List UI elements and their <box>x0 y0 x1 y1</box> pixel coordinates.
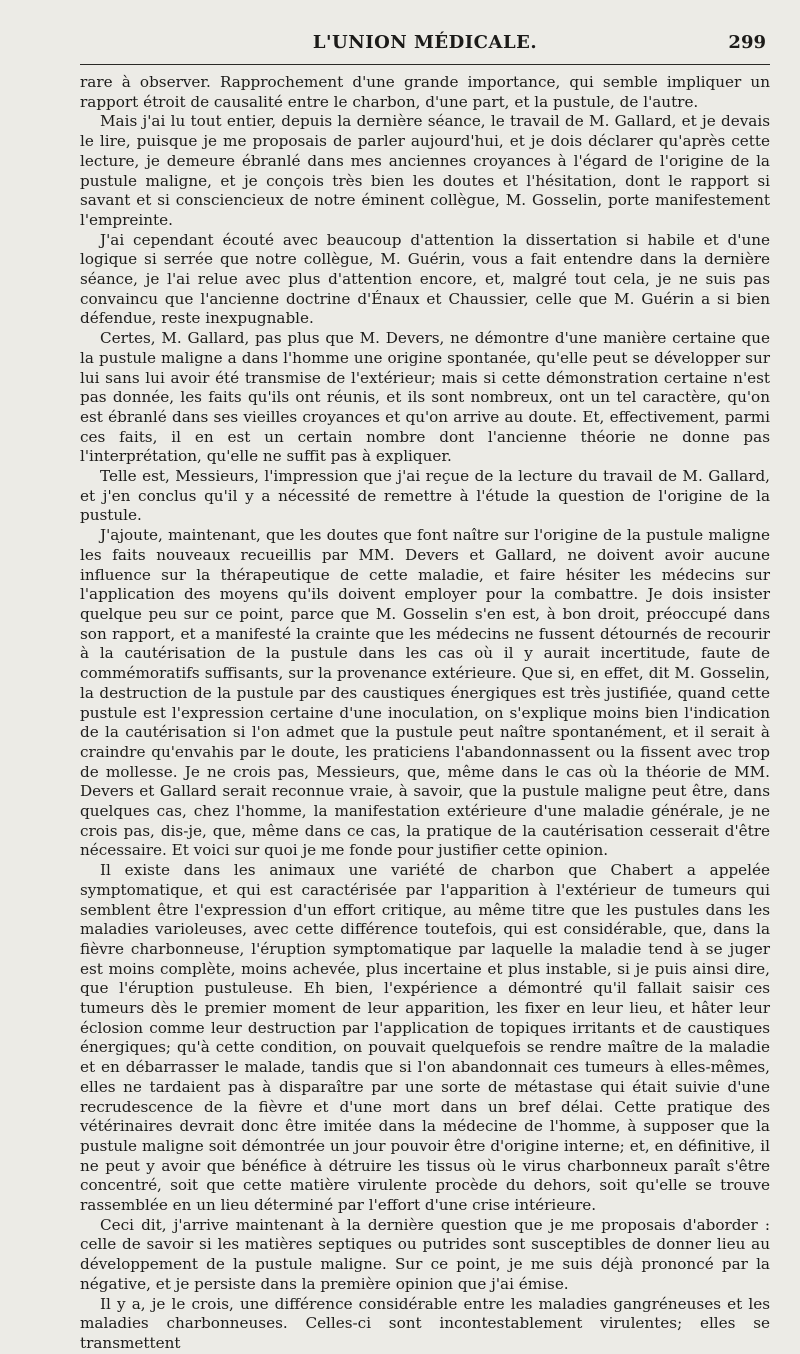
paragraph: rare à observer. Rapprochement d'une grande importance, qui semble impliquer un rapport étroit de causalité entre le charbon, d'une part, et la pustule, de l'autre. <box>80 73 770 111</box>
paragraph: J'ai cependant écouté avec beaucoup d'attention la dissertation si habile et d'une logique si serrée que notre collègue, M. Guérin, vous a fait entendre dans la dernière séance, je l'ai relue avec plus d'attention encore, et, malgré tout cela, je ne suis pas convaincu que l'ancienne doctrine d'Énaux et Chaussier, celle que M. Guérin a si bien défendue, reste inexpugnable. <box>80 230 770 328</box>
paragraph: Ceci dit, j'arrive maintenant à la dernière question que je me proposais d'aborder : celle de savoir si les matières septiques ou putrides sont susceptibles de donner lieu au développement de la pustule maligne. Sur ce point, je me suis déjà prononcé par la négative, et je persiste dans la première opinion que j'ai émise. <box>80 1215 770 1293</box>
paragraph: J'ajoute, maintenant, que les doutes que font naître sur l'origine de la pustule maligne les faits nouveaux recueillis par MM. Devers et Gallard, ne doivent avoir aucune influence sur la thérapeutique de cette maladie, et faire hésiter les médecins sur l'application des moyens qu'ils doivent employer pour la combattre. Je dois insister quelque peu sur ce point, parce que M. Gosselin s'en est, à bon droit, préoccupé dans son rapport, et a manifesté la crainte que les médecins ne fussent détournés de recourir à la cautérisation de la pustule dans les cas où il y aurait incertitude, faute de commémoratifs suffisants, sur la provenance extérieure. Que si, en effet, dit M. Gosselin, la destruction de la pustule par des caustiques énergiques est très justifiée, quand cette pustule est l'expression certaine d'une inoculation, on s'explique moins bien l'indication de la cautérisation si l'on admet que la pustule peut naître spontanément, et il serait à craindre qu'envahis par le doute, les praticiens l'abandonnassent ou la fissent avec trop de mollesse. Je ne crois pas, Messieurs, que, même dans le cas où la théorie de MM. Devers et Gallard serait reconnue vraie, à savoir, que la pustule maligne peut être, dans quelques cas, chez l'homme, la manifestation extérieure d'une maladie générale, je ne crois pas, dis-je, que, même dans ce cas, la pratique de la cautérisation cesserait d'être nécessaire. Et voici sur quoi je me fonde pour justifier cette opinion. <box>80 526 770 860</box>
paragraph: Certes, M. Gallard, pas plus que M. Devers, ne démontre d'une manière certaine que la pustule maligne a dans l'homme une origine spontanée, qu'elle peut se développer sur lui sans lui avoir été transmise de l'extérieur; mais si cette démonstration certaine n'est pas donnée, les faits qu'ils ont réunis, et ils sont nombreux, ont un tel caractère, qu'on est ébranlé dans ses vieilles croyances et qu'on arrive au doute. Et, effectivement, parmi ces faits, il en est un certain nombre dont l'ancienne théorie ne donne pas l'interprétation, qu'elle ne suffit pas à expliquer. <box>80 329 770 466</box>
page-number: 299 <box>728 32 766 53</box>
article-body <box>80 73 770 1354</box>
paragraph: Il y a, je le crois, une différence considérable entre les maladies gangréneuses et les maladies charbonneuses. Celles-ci sont incontestablement virulentes; elles se transmettent <box>80 1294 770 1352</box>
page-header <box>80 0 770 65</box>
paragraph: Mais j'ai lu tout entier, depuis la dernière séance, le travail de M. Gallard, et je devais le lire, puisque je me proposais de parler aujourd'hui, et je dois déclarer qu'après cette lecture, je demeure ébranlé dans mes anciennes croyances à l'égard de l'origine de la pustule maligne, et je conçois très bien les doutes et l'hésitation, dont le rapport si savant et si consciencieux de notre éminent collègue, M. Gosselin, porte manifestement l'empreinte. <box>80 112 770 229</box>
running-title: L'UNION MÉDICALE. <box>312 32 538 53</box>
paragraph: Telle est, Messieurs, l'impression que j'ai reçue de la lecture du travail de M. Gallard, et j'en conclus qu'il y a nécessité de remettre à l'étude la question de l'origine de la pustule. <box>80 467 770 525</box>
paragraph: Il existe dans les animaux une variété de charbon que Chabert a appelée symptomatique, et qui est caractérisée par l'apparition à l'extérieur de tumeurs qui semblent être l'expression d'un effort critique, au même titre que les pustules dans les maladies varioleuses, avec cette différence toutefois, qui est considérable, que, dans la fièvre charbonneuse, l'éruption symptomatique par laquelle la maladie tend à se juger est moins complète, moins achevée, plus incertaine et plus instable, si je puis ainsi dire, que l'éruption pustuleuse. Eh bien, l'expérience a démontré qu'il fallait saisir ces tumeurs dès le premier moment de leur apparition, les fixer en leur lieu, et hâter leur éclosion comme leur destruction par l'application de topiques irritants et de caustiques énergiques; qu'à cette condition, on pouvait quelquefois se rendre maître de la maladie et en débarrasser le malade, tandis que si l'on abandonnait ces tumeurs à elles-mêmes, elles ne tardaient pas à disparaître par une sorte de métastase qui était suivie d'une recrudescence de la fièvre et d'une mort dans un bref délai. Cette pratique des vétérinaires devrait donc être imitée dans la médecine de l'homme, à supposer que la pustule maligne soit démontrée un jour pouvoir être d'origine interne; et, en définitive, il ne peut y avoir que bénéfice à détruire les tissus où le virus charbonneux paraît s'être concentré, soit que cette matière virulente procède du dehors, soit qu'elle se trouve rassemblée en un lieu déterminé par l'effort d'une crise intérieure. <box>80 861 770 1215</box>
